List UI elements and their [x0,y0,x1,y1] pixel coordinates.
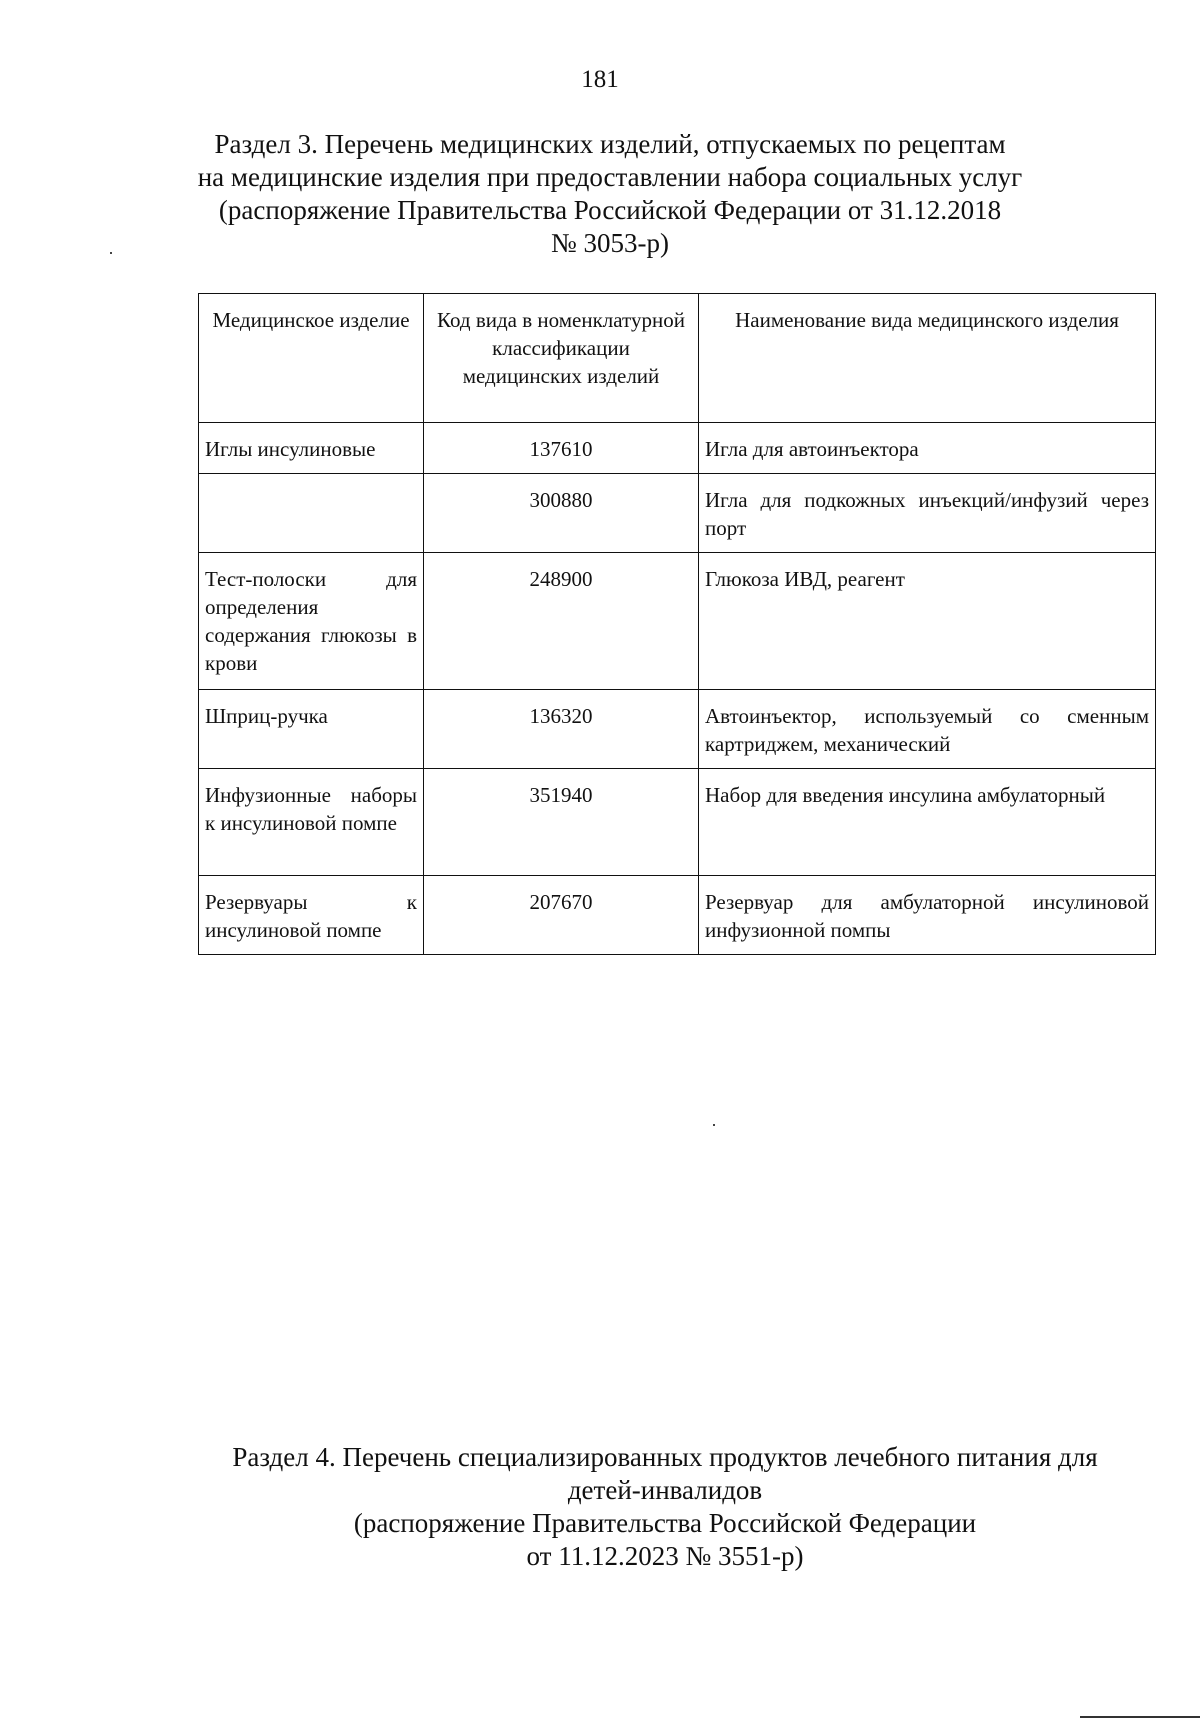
code-cell: 248900 [424,553,699,690]
device-cell: Иглы инсулиновые [199,423,424,474]
table-row [199,474,1156,553]
code-cell: 351940 [424,769,699,876]
table-row [199,553,1156,690]
scan-edge-line [1080,1716,1200,1718]
section-3-title-line: № 3053-р) [551,228,669,258]
section-3-title-line: Раздел 3. Перечень медицинских изделий, отпускаемых по рецептам [214,129,1006,159]
section-4-title-line: от 11.12.2023 № 3551-р) [526,1541,804,1571]
section-3-title-line: на медицинские изделия при предоставлении набора социальных услуг [197,162,1023,192]
header-name: Наименование вида медицинского изделия [699,294,1156,423]
scan-speck [713,1124,715,1126]
section-4-title-line: Раздел 4. Перечень специализированных продуктов лечебного питания для [232,1442,1098,1472]
table-header-row [199,294,1156,423]
device-cell: Тест-полоски для определения содержания глюкозы в крови [199,553,424,690]
section-4-title-line: (распоряжение Правительства Российской Федерации [353,1508,977,1538]
table-row [199,876,1156,955]
name-cell: Набор для введения инсулина амбулаторный [699,769,1156,876]
section-4-title [215,1441,1115,1573]
header-code: Код вида в номенклатурной классификации медицинских изделий [424,294,699,423]
table-row [199,690,1156,769]
scan-speck [110,252,112,254]
code-cell: 137610 [424,423,699,474]
name-cell: Игла для автоинъектора [699,423,1156,474]
device-cell: Резервуары к инсулиновой помпе [199,876,424,955]
name-cell: Резервуар для амбулаторной инсулиновой инфузионной помпы [699,876,1156,955]
name-cell: Глюкоза ИВД, реагент [699,553,1156,690]
code-cell: 207670 [424,876,699,955]
device-cell: Инфузионные наборы к инсулиновой помпе [199,769,424,876]
section-3-title-line: (распоряжение Правительства Российской Федерации от 31.12.2018 [218,195,1002,225]
page-number: 181 [581,66,619,93]
device-cell: Шприц-ручка [199,690,424,769]
code-cell: 136320 [424,690,699,769]
section-3-title [160,128,1060,260]
name-cell: Игла для подкожных инъекций/инфузий через порт [699,474,1156,553]
section-4-title-line: детей-инвалидов [567,1475,763,1505]
medical-devices-table [198,293,1156,955]
code-cell: 300880 [424,474,699,553]
name-cell: Автоинъектор, используемый со сменным картриджем, механический [699,690,1156,769]
table-row [199,769,1156,876]
table-row [199,423,1156,474]
device-cell [199,474,424,553]
header-device: Медицинское изделие [199,294,424,423]
